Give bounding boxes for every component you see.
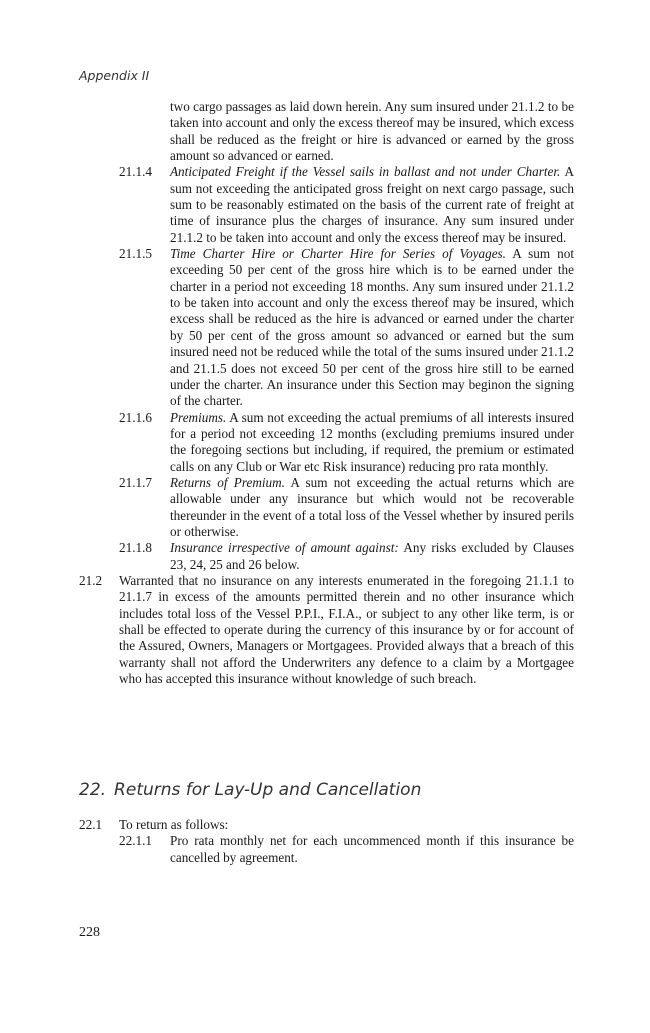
clause-number: 21.1.8 <box>119 540 152 556</box>
clause-title: Insurance irrespective of amount against: <box>170 540 399 556</box>
clause-title: Anticipated Freight if the Vessel sails in ballast and not under Charter. <box>170 164 561 180</box>
clause-21-1-4 <box>79 164 574 246</box>
clause-number: 22.1.1 <box>119 833 152 849</box>
running-head: Appendix II <box>79 68 150 83</box>
clause-21-text <box>79 99 574 687</box>
clause-22-1-1 <box>79 833 574 866</box>
clause-text: A sum not exceeding 50 per cent of the gross hire which is to be earned under the charter in a period not exceeding 18 months. Any sum insured under 21.1.2 to be taken into account and only the excess thereof may be insured, which excess shall be reduced as the hire is advanced or earned under the charter by 50 per cent of the gross amount so advanced or earned but the sum insured need not be reduced while the total of the sums insured under 21.1.2 and 21.1.5 does not exceed 50 per cent of the gross hire still to be earned under the charter. An insurance under this Section may beginon the signing of the charter. <box>170 246 574 409</box>
clause-22-1 <box>79 817 574 833</box>
clause-text: Warranted that no insurance on any interests enumerated in the foregoing 21.1.1 to 21.1.7 in excess of the amounts permitted therein and no other insurance which includes total loss of the Vessel P.P.I., F.I.A., or subject to any other like term, is or shall be effected to operate during the currency of this insurance by or for account of the Assured, Owners, Managers or Mortgagees. Provided always that a breach of this warranty shall not afford the Underwriters any defence to a claim by a Mortgagee who has accepted this insurance without knowledge of such breach. <box>119 572 574 687</box>
clause-number: 21.1.6 <box>119 409 152 425</box>
clause-text: Pro rata monthly net for each uncommenced month if this insurance be cancelled by agreement. <box>170 833 574 865</box>
section-title: Returns for Lay-Up and Cancellation <box>114 780 422 800</box>
section-number: 22. <box>79 780 107 800</box>
clause-text: Any risks excluded by Clauses 23, 24, 25 and 26 below. <box>170 540 574 572</box>
clause-number: 22.1 <box>79 817 103 832</box>
clause-21-1-8 <box>79 540 574 573</box>
continuation-paragraph: two cargo passages as laid down herein. Any sum insured under 21.1.2 to be taken into account and only the excess thereof may be insured, which excess shall be reduced as the freight or hire is advanced or earned by the gross amount so advanced or earned. <box>170 99 574 164</box>
clause-text: A sum not exceeding the anticipated gross freight on next cargo passage, such sum to be reasonably estimated on the basis of the current rate of freight at time of insurance plus the charges of insurance. Any sum insured under 21.1.2 to be taken into account and only the excess thereof may be insured. <box>170 164 574 245</box>
clause-21-1-7 <box>79 475 574 540</box>
clause-number: 21.1.4 <box>119 164 152 180</box>
clause-21-1-6 <box>79 410 574 475</box>
clause-number: 21.1.7 <box>119 474 152 490</box>
clause-22-text <box>79 817 574 866</box>
clause-21-1-5 <box>79 246 574 409</box>
clause-text: To return as follows: <box>119 817 229 832</box>
clause-title: Returns of Premium. <box>170 474 285 490</box>
clause-21-2 <box>79 573 574 687</box>
clause-text: A sum not exceeding the actual premiums of all interests insured for a period not exceeding 12 months (excluding premiums insured under the foregoing sections but including, if required, the premium or estimated calls on any Club or War etc Risk insurance) reducing pro rata monthly. <box>170 409 574 474</box>
clause-number: 21.2 <box>79 572 103 588</box>
clause-number: 21.1.5 <box>119 246 152 262</box>
page-number: 228 <box>79 925 100 940</box>
section-heading <box>79 780 421 800</box>
clause-title: Time Charter Hire or Charter Hire for Series of Voyages. <box>170 246 506 262</box>
clause-text: A sum not exceeding the actual returns which are allowable under any insurance but which would not be recoverable thereunder in the event of a total loss of the Vessel whether by insured perils or otherwise. <box>170 474 574 539</box>
clause-title: Premiums. <box>170 409 227 425</box>
